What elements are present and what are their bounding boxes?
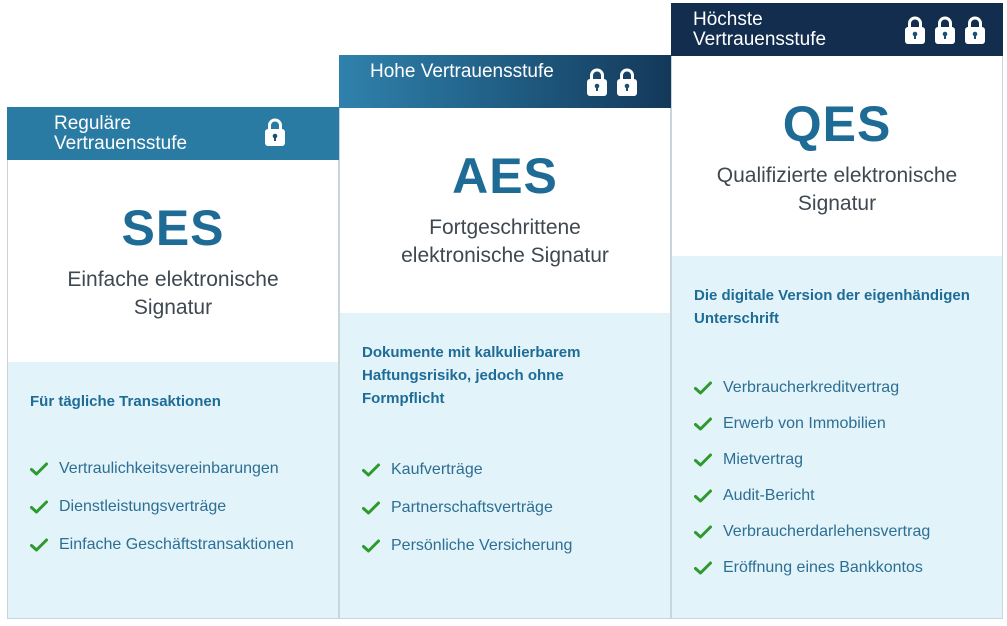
list-item: [694, 514, 992, 550]
signature-fullname: Qualifizierte elektronische Signatur: [716, 164, 958, 215]
level-header: [7, 107, 339, 160]
signature-type: [8, 160, 338, 322]
signature-fullname: Fortgeschrittene elektronische Signatur: [401, 216, 609, 267]
list-item: [30, 450, 328, 488]
use-case-list: [694, 370, 992, 586]
list-item: [694, 406, 992, 442]
list-item: [694, 442, 992, 478]
check-icon: [362, 463, 380, 477]
list-item: [694, 550, 992, 586]
check-icon: [694, 561, 712, 575]
check-icon: [30, 538, 48, 552]
use-case-tagline: Dokumente mit kalkulierbarem Haftungsrisiko, jedoch ohne Formpflicht: [362, 344, 581, 407]
signature-acronym: QES: [782, 96, 892, 152]
lock-icon: [585, 67, 609, 97]
signature-acronym: AES: [452, 148, 558, 204]
lock-group: [903, 15, 987, 45]
use-case-list: [30, 450, 328, 564]
check-icon: [694, 525, 712, 539]
list-item-label: Kaufverträge: [391, 461, 483, 478]
list-item: [694, 478, 992, 514]
use-case-panel: [672, 256, 1002, 618]
list-item-label: Mietvertrag: [723, 451, 804, 468]
list-item: [694, 370, 992, 406]
check-icon: [30, 462, 48, 476]
check-icon: [694, 381, 712, 395]
signature-type: [340, 108, 670, 270]
lock-icon: [903, 15, 927, 45]
check-icon: [362, 539, 380, 553]
level-card-ses: [7, 107, 339, 619]
check-icon: [694, 453, 712, 467]
list-item-label: Eröffnung eines Bankkontos: [723, 559, 923, 576]
level-card-qes: [671, 3, 1003, 619]
check-icon: [694, 417, 712, 431]
list-item: [30, 488, 328, 526]
lock-group: [585, 67, 639, 97]
check-icon: [694, 489, 712, 503]
list-item-label: Verbraucherkreditvertrag: [723, 379, 900, 396]
list-item-label: Erwerb von Immobilien: [723, 415, 886, 432]
check-icon: [30, 500, 48, 514]
level-card-aes: [339, 55, 671, 619]
list-item-label: Persönliche Versicherung: [391, 537, 573, 554]
level-header-label: Hohe Vertrauensstufe: [370, 61, 554, 82]
level-header: [671, 3, 1003, 56]
signature-fullname: Einfache elektronische Signatur: [67, 268, 279, 319]
lock-icon: [933, 15, 957, 45]
lock-icon: [263, 117, 287, 147]
level-header-label: Reguläre Vertrauensstufe: [54, 113, 188, 154]
list-item: [30, 526, 328, 564]
signature-acronym: SES: [121, 200, 225, 256]
list-item-label: Vertraulichkeitsvereinbarungen: [59, 460, 279, 477]
list-item-label: Verbraucherdarlehensvertrag: [723, 523, 931, 540]
list-item-label: Audit-Bericht: [723, 487, 815, 504]
lock-icon: [615, 67, 639, 97]
level-header-label: Höchste Vertrauensstufe: [693, 9, 827, 50]
use-case-list: [362, 451, 660, 565]
list-item: [362, 451, 660, 489]
list-item-label: Dienstleistungsverträge: [59, 498, 227, 515]
list-item: [362, 489, 660, 527]
lock-group: [263, 117, 287, 147]
check-icon: [362, 501, 380, 515]
use-case-panel: [340, 313, 670, 618]
use-case-tagline: Für tägliche Transaktionen: [30, 393, 221, 410]
level-header: [339, 55, 671, 108]
list-item-label: Einfache Geschäftstransaktionen: [59, 536, 294, 553]
list-item: [362, 527, 660, 565]
list-item-label: Partnerschaftsverträge: [391, 499, 553, 516]
lock-icon: [963, 15, 987, 45]
use-case-tagline: Die digitale Version der eigenhändigen Unterschrift: [694, 287, 970, 327]
signature-type: [672, 56, 1002, 218]
use-case-panel: [8, 362, 338, 618]
